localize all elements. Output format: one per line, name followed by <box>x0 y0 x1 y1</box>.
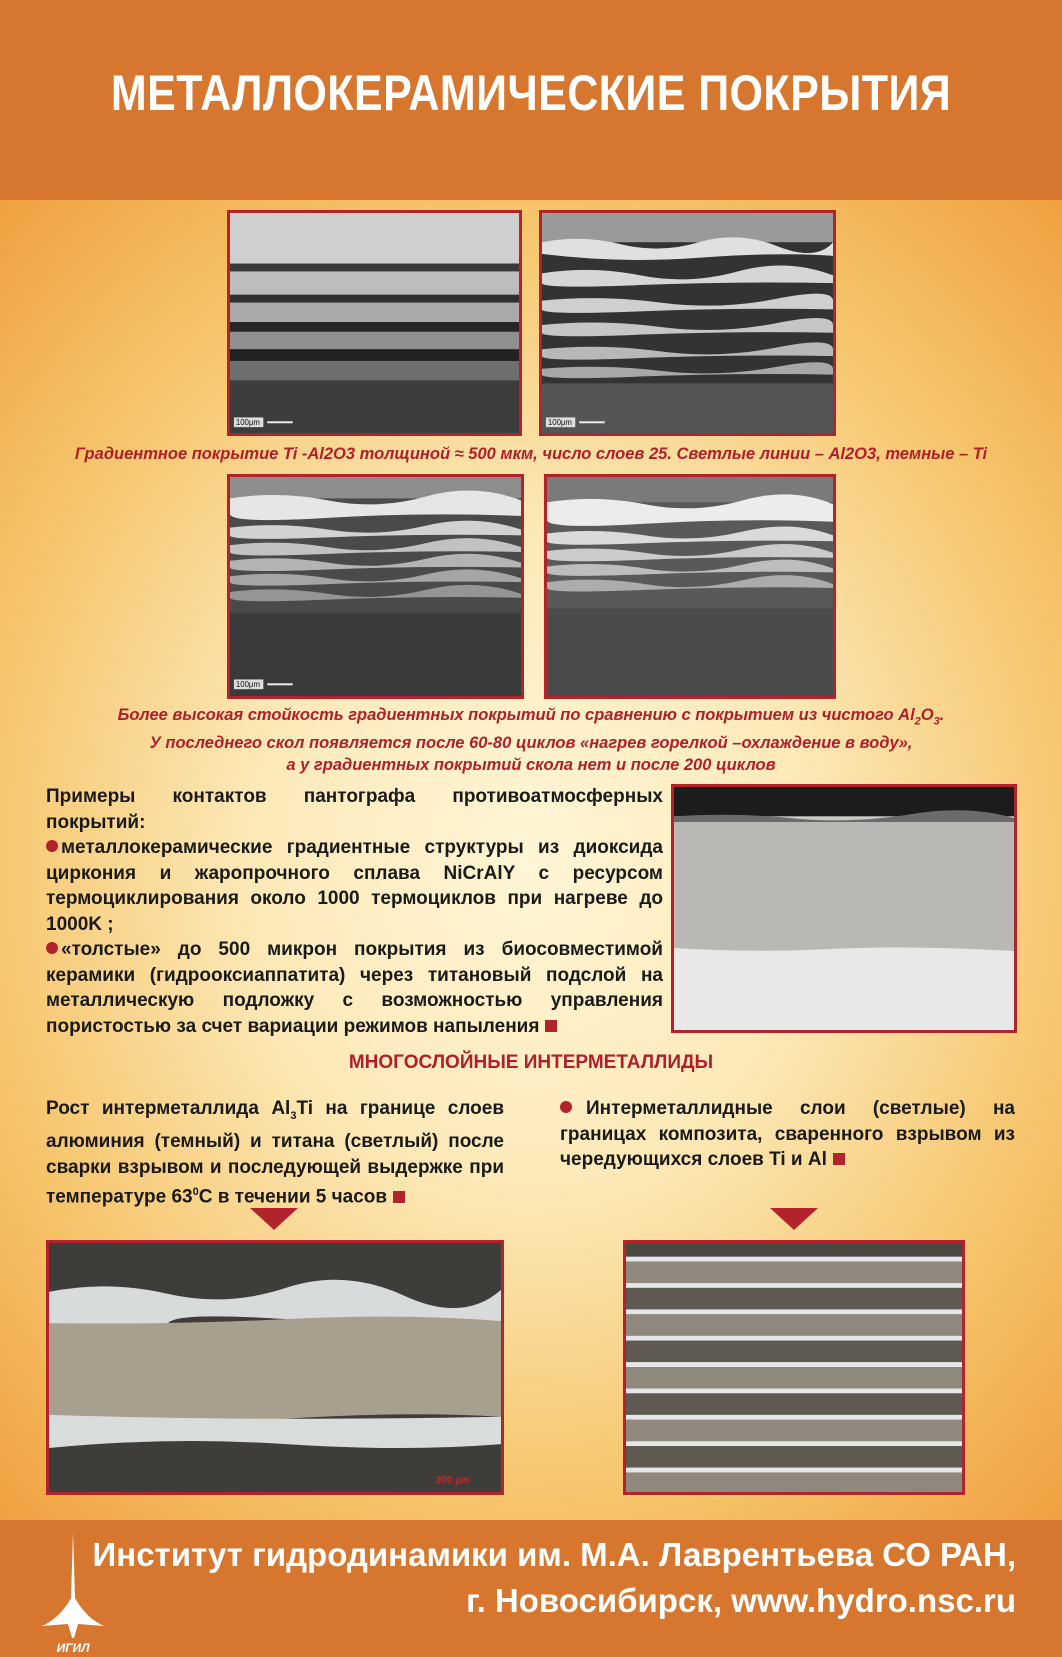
sem-photo-2 <box>539 210 836 436</box>
page-title: МЕТАЛЛОКЕРАМИЧЕСКИЕ ПОКРЫТИЯ <box>110 65 952 121</box>
sem-scale-label: 100μm <box>235 418 260 428</box>
institute-address: г. Новосибирск, www.hydro.nsc.ru <box>466 1582 1016 1619</box>
sem-scale-label: 100μm <box>235 680 260 690</box>
institute-name: Институт гидродинамики им. М.А. Лаврентьева СО РАН, <box>92 1536 1016 1573</box>
bullet-icon <box>46 840 58 852</box>
intermetallics-right-text: Интерметаллидные слои (светлые) на границах композита, сваренного взрывом из чередующихся слоев Ti и Al <box>560 1098 1015 1170</box>
end-square-icon <box>545 1020 557 1032</box>
pantograph-intro: Примеры контактов пантографа противоатмосферных покрытий: <box>46 786 663 833</box>
caption-resistance <box>0 704 1062 776</box>
header-band <box>0 0 1062 200</box>
caption-resistance-line2: У последнего скол появляется после 60-80 циклов «нагрев горелкой –охлаждение в воду», <box>149 734 913 753</box>
pantograph-text <box>46 784 663 1039</box>
ti-al-multilayer-micrograph <box>623 1240 965 1495</box>
bullet-icon <box>560 1101 572 1113</box>
intermetallics-title: МНОГОСЛОЙНЫЕ ИНТЕРМЕТАЛЛИДЫ <box>348 1052 714 1073</box>
intermetallics-left-text: Рост интерметаллида $Al_3Ti$ на границе слоев алюминия (темный) и титана (светлый) после сварки взрывом и последующей выдержке при температуре $63^0С$ в течении 5 часов <box>46 1098 504 1208</box>
down-arrow-icon <box>770 1208 818 1230</box>
svg-text:ИГИЛ: ИГИЛ <box>56 1641 90 1654</box>
end-square-icon <box>393 1191 405 1203</box>
caption-resistance-line1: Более высокая стойкость градиентных покрытий по сравнению с покрытием из чистого $Al_2O_3$. <box>117 706 945 728</box>
ceramic-coating-photo <box>671 784 1017 1033</box>
sem-scale-label: 100μm <box>547 418 572 428</box>
caption-resistance-line3: а у градиентных покрытий скола нет и после 200 циклов <box>286 756 776 775</box>
micro-scale-label: 200 μm <box>435 1475 470 1487</box>
sem-photo-1 <box>227 210 522 436</box>
pantograph-item-2: «толстые» до 500 микрон покрытия из биосовместимой керамики (гидрооксиаппатита) через титановый подслой на металлическую подложку с возможностью управления пористостью за счет вариации режимов напыления <box>46 939 663 1037</box>
bullet-icon <box>46 942 58 954</box>
down-arrow-icon <box>250 1208 298 1230</box>
caption-gradient-coating <box>0 443 1062 465</box>
footer-band <box>0 1520 1062 1657</box>
pantograph-item-1: металлокерамические градиентные структуры из диоксида циркония и жаропрочного сплава NiCrAlY с ресурсом термоциклирования около 1000 термоциклов при нагреве до 1000K ; <box>46 837 663 935</box>
end-square-icon <box>833 1153 845 1165</box>
al3ti-micrograph <box>46 1240 504 1495</box>
sem-photo-4 <box>544 474 836 699</box>
sem-photo-3 <box>227 474 524 699</box>
caption-gradient-text: Градиентное покрытие Ti -Al2O3 толщиной ≈ 500 мкм, число слоев 25. Светлые линии – Al2O3, темные – Ti <box>74 445 988 463</box>
